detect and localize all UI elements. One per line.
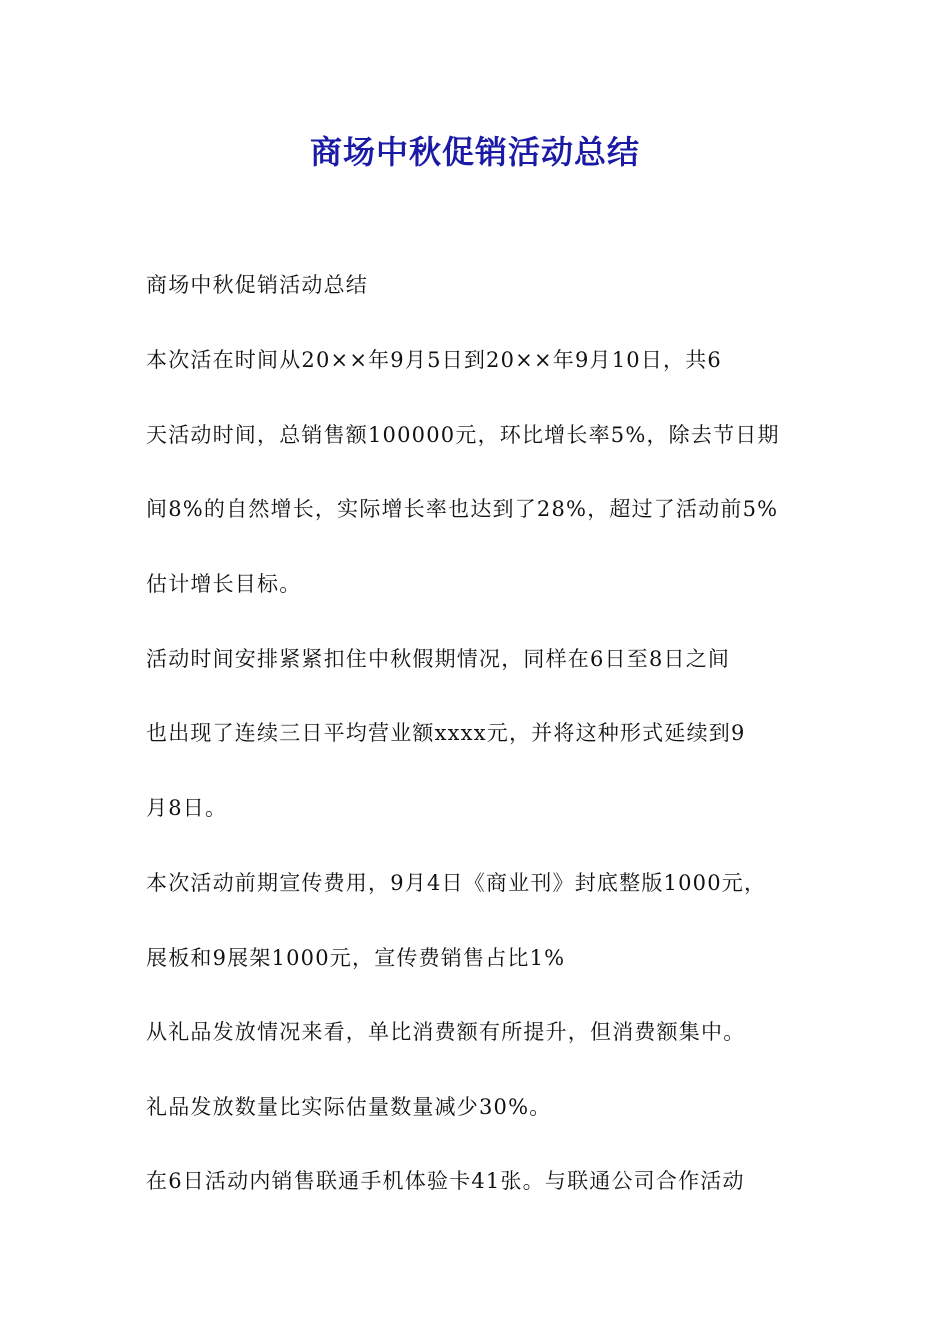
body-line: 在6日活动内销售联通手机体验卡41张。与联通公司合作活动 xyxy=(146,1169,745,1193)
body-line: 本次活在时间从20××年9月5日到20××年9月10日，共6 xyxy=(146,348,722,372)
body-line: 天活动时间，总销售额100000元，环比增长率5%，除去节日期 xyxy=(146,423,780,447)
body-line: 本次活动前期宣传费用，9月4日《商业刊》封底整版1000元， xyxy=(146,871,767,895)
body-line: 从礼品发放情况来看，单比消费额有所提升，但消费额集中。 xyxy=(146,1020,746,1044)
body-line: 礼品发放数量比实际估量数量减少30%。 xyxy=(146,1095,552,1119)
body-line: 活动时间安排紧紧扣住中秋假期情况，同样在6日至8日之间 xyxy=(146,647,731,671)
body-line: 月8日。 xyxy=(146,796,228,820)
body-line: 也出现了连续三日平均营业额xxxx元，并将这种形式延续到9 xyxy=(146,721,746,745)
body-line: 间8%的自然增长，实际增长率也达到了28%，超过了活动前5% xyxy=(146,497,779,521)
document-title: 商场中秋促销活动总结 xyxy=(309,133,640,171)
body-line: 展板和9展架1000元，宣传费销售占比1% xyxy=(146,946,566,970)
body-line: 商场中秋促销活动总结 xyxy=(146,273,368,297)
body-line: 估计增长目标。 xyxy=(146,572,302,596)
